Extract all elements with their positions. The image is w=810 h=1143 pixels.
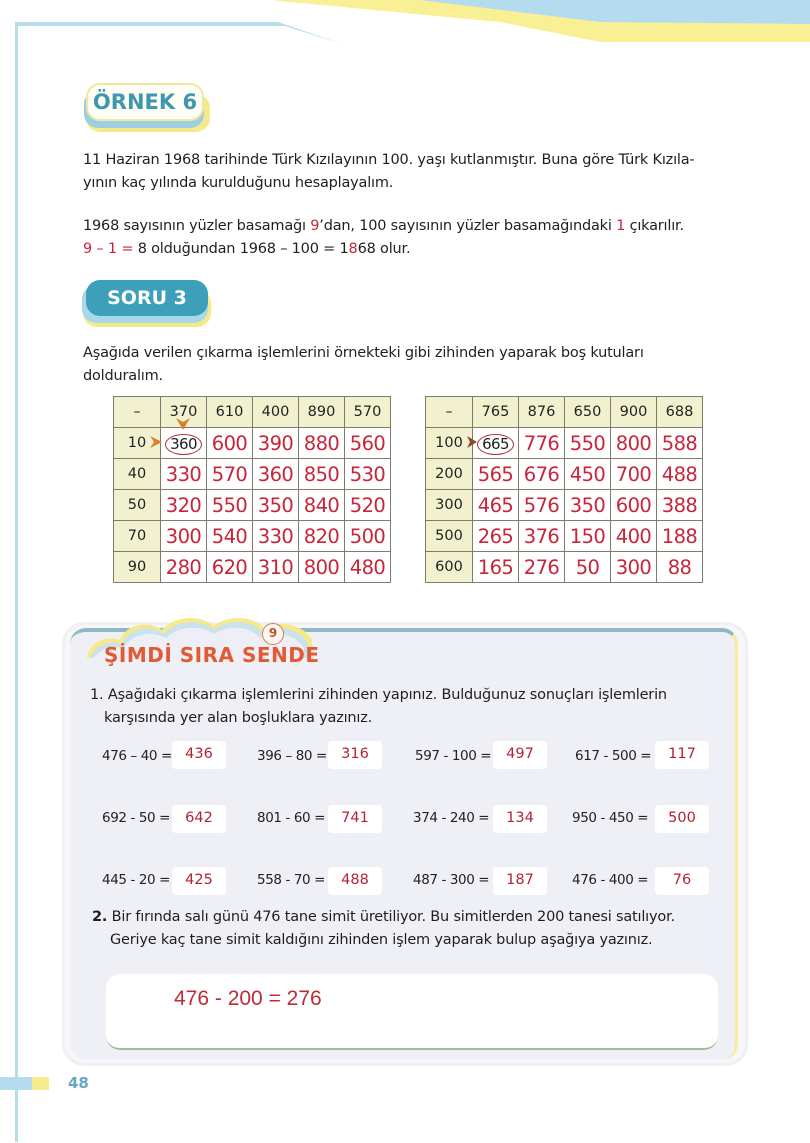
arrow-right-icon <box>150 436 162 448</box>
table-cell[interactable]: 265 <box>473 521 519 552</box>
table-cell[interactable]: 488 <box>657 459 703 490</box>
table-cell-example <box>473 428 519 459</box>
table-cell[interactable]: 600 <box>207 428 253 459</box>
highlight-digit: 9 <box>310 218 320 234</box>
row-header: 50 <box>114 490 161 521</box>
row-header: 100 <box>426 428 473 459</box>
table-cell[interactable]: 500 <box>345 521 391 552</box>
page-number: 48 <box>68 1074 89 1092</box>
table-cell[interactable]: 880 <box>299 428 345 459</box>
table-cell[interactable]: 840 <box>299 490 345 521</box>
table-row <box>114 459 391 490</box>
equation: 476 – 40 = <box>102 748 172 764</box>
footer-bar-yellow <box>32 1077 49 1090</box>
example-badge <box>86 83 204 121</box>
table-cell[interactable]: 350 <box>565 490 611 521</box>
answer-box[interactable]: 741 <box>328 805 382 833</box>
table-cell[interactable]: 700 <box>611 459 657 490</box>
column-header: 688 <box>657 397 703 428</box>
instruction-line-1: Aşağıda verilen çıkarma işlemlerini örnekteki gibi zihinden yaparak boş kutuları <box>83 345 644 361</box>
table-corner: – <box>114 397 161 428</box>
text-segment: çıkarılır. <box>625 218 684 234</box>
text-segment: 8 olduğundan 1968 – 100 = 1 <box>133 241 349 257</box>
column-header: 400 <box>253 397 299 428</box>
answer-box[interactable]: 425 <box>172 867 226 895</box>
equation: 396 – 80 = <box>257 748 327 764</box>
column-header: 570 <box>345 397 391 428</box>
table-cell[interactable]: 320 <box>161 490 207 521</box>
table-cell[interactable]: 150 <box>565 521 611 552</box>
table-cell[interactable]: 800 <box>299 552 345 583</box>
table-header-row <box>114 397 391 428</box>
table-row <box>114 521 391 552</box>
equation: 374 - 240 = <box>413 810 490 826</box>
table-cell[interactable]: 390 <box>253 428 299 459</box>
task-2-line-1 <box>92 906 675 929</box>
table-cell[interactable]: 576 <box>519 490 565 521</box>
equation: 476 - 400 = <box>572 872 649 888</box>
answer-box[interactable]: 488 <box>328 867 382 895</box>
example-solution-line-2 <box>83 238 684 261</box>
table-cell[interactable]: 560 <box>345 428 391 459</box>
text-segment: ’dan, 100 sayısının yüzler basamağındaki <box>319 218 617 234</box>
table-cell[interactable]: 276 <box>519 552 565 583</box>
example-paragraph <box>83 149 694 195</box>
table-row <box>426 459 703 490</box>
task-2-line-2: Geriye kaç tane simit kaldığını zihinden işlem yaparak bulup aşağıya yazınız. <box>110 932 653 948</box>
table-cell[interactable]: 50 <box>565 552 611 583</box>
answer-box[interactable]: 436 <box>172 741 226 769</box>
circled-example-answer: 360 <box>165 434 202 455</box>
row-header: 90 <box>114 552 161 583</box>
task-2-answer: 476 - 200 = 276 <box>174 987 322 1010</box>
table-row <box>426 490 703 521</box>
answer-box[interactable]: 117 <box>655 741 709 769</box>
task-1-line-1: 1. Aşağıdaki çıkarma işlemlerini zihinden yapınız. Bulduğunuz sonuçları işlemlerin <box>90 687 667 703</box>
question-instruction <box>83 342 644 388</box>
row-header: 10 <box>114 428 161 459</box>
table-row <box>426 552 703 583</box>
answer-box[interactable]: 500 <box>655 805 709 833</box>
highlight-digit: 1 <box>616 218 626 234</box>
task-1-instruction <box>90 684 667 730</box>
task-1-line-2: karşısında yer alan boşluklara yazınız. <box>104 710 373 726</box>
table-cell[interactable]: 400 <box>611 521 657 552</box>
answer-box[interactable]: 642 <box>172 805 226 833</box>
practice-title: ŞİMDİ SIRA SENDE <box>104 643 320 667</box>
example-solution <box>83 215 684 261</box>
table-row <box>114 552 391 583</box>
table-cell[interactable]: 165 <box>473 552 519 583</box>
task-2-answer-area[interactable] <box>106 974 718 1050</box>
subtraction-table-1 <box>113 396 391 583</box>
table-header-row <box>426 397 703 428</box>
table-cell-example <box>161 428 207 459</box>
answer-box[interactable]: 134 <box>493 805 547 833</box>
table-cell[interactable]: 520 <box>345 490 391 521</box>
circled-example-answer: 665 <box>477 434 514 455</box>
table-cell[interactable]: 330 <box>253 521 299 552</box>
row-header: 600 <box>426 552 473 583</box>
table-cell[interactable]: 820 <box>299 521 345 552</box>
table-cell[interactable]: 310 <box>253 552 299 583</box>
column-header: 890 <box>299 397 345 428</box>
table-cell[interactable]: 565 <box>473 459 519 490</box>
row-header: 200 <box>426 459 473 490</box>
table-cell[interactable]: 676 <box>519 459 565 490</box>
table-cell[interactable]: 88 <box>657 552 703 583</box>
task-2-number: 2. <box>92 909 108 925</box>
answer-box[interactable]: 76 <box>655 867 709 895</box>
table-row <box>114 490 391 521</box>
column-header: 876 <box>519 397 565 428</box>
table-cell[interactable]: 350 <box>253 490 299 521</box>
text-segment: 1968 sayısının yüzler basamağı <box>83 218 311 234</box>
arrow-right-icon <box>467 436 477 448</box>
table-cell[interactable]: 465 <box>473 490 519 521</box>
table-cell[interactable]: 570 <box>207 459 253 490</box>
footer-bar-blue <box>0 1077 32 1090</box>
example-line-2: yının kaç yılında kurulduğunu hesaplayalım. <box>83 175 394 191</box>
answer-box[interactable]: 187 <box>493 867 547 895</box>
table-cell[interactable]: 450 <box>565 459 611 490</box>
highlight-digit: 8 <box>348 241 358 257</box>
table-cell[interactable]: 360 <box>253 459 299 490</box>
table-cell[interactable]: 800 <box>611 428 657 459</box>
answer-box[interactable]: 316 <box>328 741 382 769</box>
equation: 950 - 450 = <box>572 810 649 826</box>
example-solution-line-1 <box>83 215 684 238</box>
text-segment: 68 olur. <box>357 241 411 257</box>
equation: 617 - 500 = <box>575 748 652 764</box>
table-cell[interactable]: 480 <box>345 552 391 583</box>
equation: 597 - 100 = <box>415 748 492 764</box>
row-header: 70 <box>114 521 161 552</box>
task-2-instruction <box>92 906 675 952</box>
table-cell[interactable]: 330 <box>161 459 207 490</box>
row-header: 500 <box>426 521 473 552</box>
table-row <box>426 521 703 552</box>
table-cell[interactable]: 620 <box>207 552 253 583</box>
example-line-1: 11 Haziran 1968 tarihinde Türk Kızılayının 100. yaşı kutlanmıştır. Buna göre Türk Kızıla- <box>83 152 695 168</box>
row-header: 300 <box>426 490 473 521</box>
table-cell[interactable]: 550 <box>207 490 253 521</box>
table-cell[interactable]: 376 <box>519 521 565 552</box>
table-cell[interactable]: 388 <box>657 490 703 521</box>
table-cell[interactable]: 530 <box>345 459 391 490</box>
task-2-text: Bir fırında salı günü 476 tane simit üretiliyor. Bu simitlerden 200 tanesi satılıyor. <box>107 909 675 925</box>
table-corner: – <box>426 397 473 428</box>
arrow-down-icon <box>176 418 190 430</box>
question-badge-label: SORU 3 <box>107 287 187 309</box>
equation: 445 - 20 = <box>102 872 171 888</box>
highlight-expression: 9 – 1 = <box>83 241 134 257</box>
equation: 558 - 70 = <box>257 872 326 888</box>
header-decoration <box>0 0 810 50</box>
answer-box[interactable]: 497 <box>493 741 547 769</box>
table-cell[interactable]: 600 <box>611 490 657 521</box>
column-header: 900 <box>611 397 657 428</box>
example-badge-label: ÖRNEK 6 <box>92 90 198 114</box>
table-cell[interactable]: 588 <box>657 428 703 459</box>
column-header: 370 <box>161 397 207 428</box>
table-cell[interactable]: 850 <box>299 459 345 490</box>
table-cell[interactable]: 280 <box>161 552 207 583</box>
table-cell[interactable]: 776 <box>519 428 565 459</box>
subtraction-table-2 <box>425 396 703 583</box>
equation: 692 - 50 = <box>102 810 171 826</box>
table-cell[interactable]: 300 <box>611 552 657 583</box>
instruction-line-2: dolduralım. <box>83 368 163 384</box>
column-header: 610 <box>207 397 253 428</box>
table-cell[interactable]: 188 <box>657 521 703 552</box>
margin-line <box>15 22 18 1142</box>
question-badge <box>86 280 208 316</box>
column-header: 765 <box>473 397 519 428</box>
column-header: 650 <box>565 397 611 428</box>
equation: 801 - 60 = <box>257 810 326 826</box>
equation: 487 - 300 = <box>413 872 490 888</box>
table-cell[interactable]: 300 <box>161 521 207 552</box>
row-header: 40 <box>114 459 161 490</box>
table-cell[interactable]: 550 <box>565 428 611 459</box>
table-cell[interactable]: 540 <box>207 521 253 552</box>
page-number-badge: 9 <box>262 623 284 645</box>
